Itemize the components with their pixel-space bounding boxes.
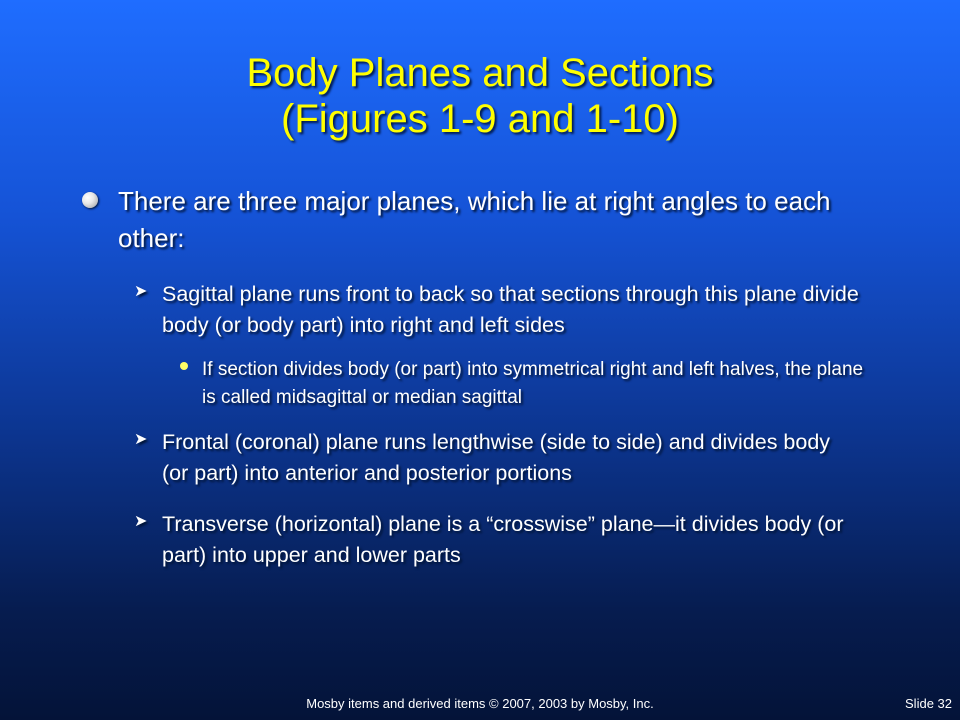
bullet-text: There are three major planes, which lie at right angles to each other:	[118, 186, 831, 253]
arrowhead-bullet-icon: ➤	[134, 431, 148, 448]
arrowhead-bullet-icon: ➤	[134, 513, 148, 530]
copyright-text: Mosby items and derived items © 2007, 2003 by Mosby, Inc.	[306, 696, 654, 711]
round-bullet-icon	[82, 192, 98, 208]
slide-title	[0, 50, 960, 142]
title-line-1: Body Planes and Sections	[246, 51, 714, 95]
bullet-text: Frontal (coronal) plane runs lengthwise (side to side) and divides body (or part) into anterior and posterior portions	[162, 430, 831, 485]
slide-number: Slide 32	[905, 696, 952, 711]
bullet-text: If section divides body (or part) into symmetrical right and left halves, the plane is called midsagittal or median sagittal	[202, 359, 864, 408]
dot-bullet-icon	[180, 362, 188, 370]
bullet-text: Sagittal plane runs front to back so that sections through this plane divide body (or body part) into right and left sides	[162, 282, 859, 337]
bullet-text: Transverse (horizontal) plane is a “crosswise” plane—it divides body (or part) into upper and lower parts	[162, 512, 844, 567]
title-line-2: (Figures 1-9 and 1-10)	[281, 97, 679, 141]
arrowhead-bullet-icon: ➤	[134, 283, 148, 300]
